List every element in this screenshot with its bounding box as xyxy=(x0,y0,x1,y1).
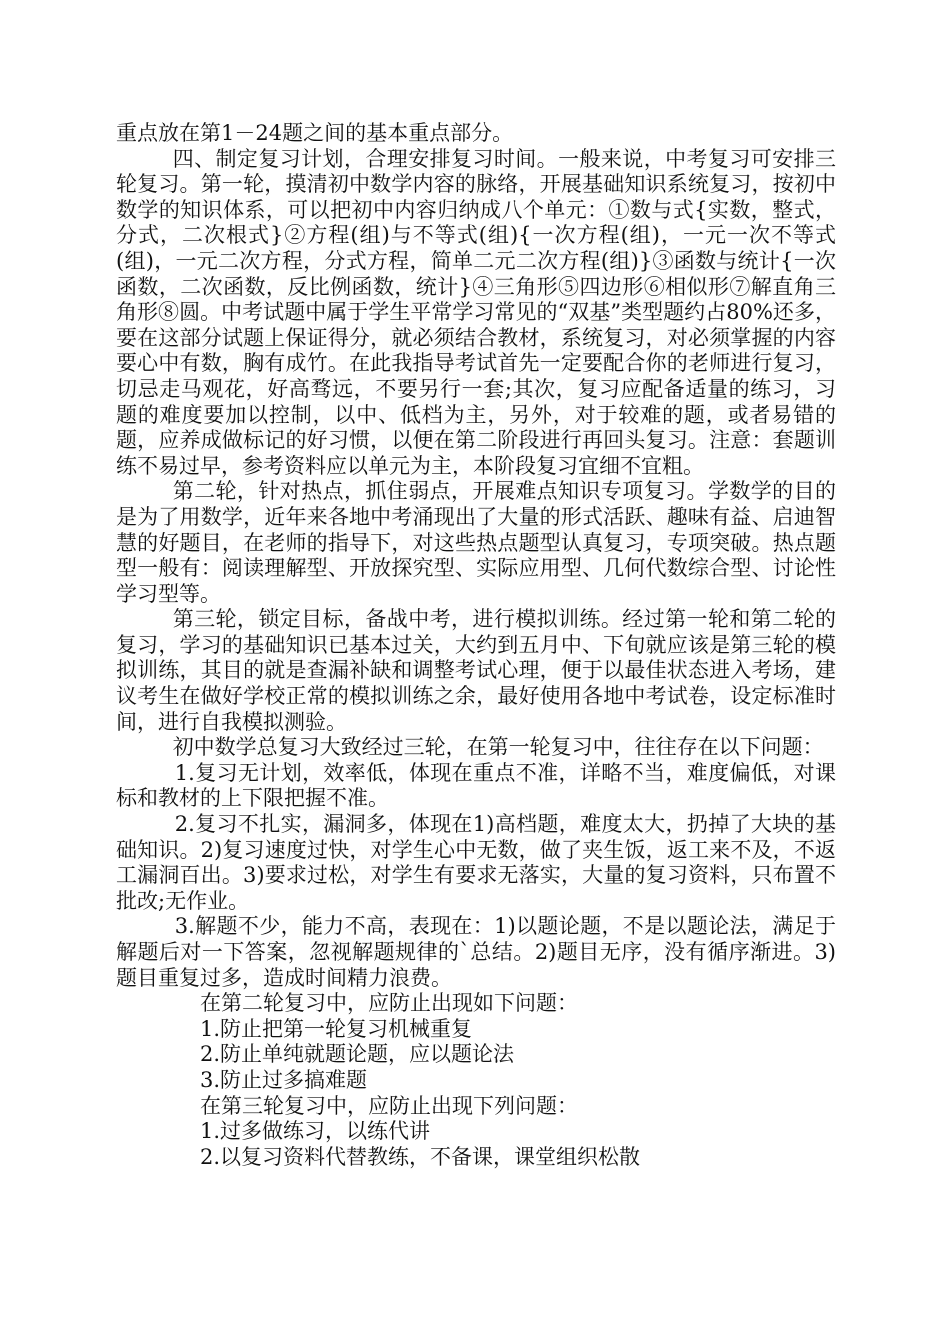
line-third-round-heading: 在第三轮复习中，应防止出现下列问题： xyxy=(200,1093,578,1118)
paragraph-problem-2: 2.复习不扎实，漏洞多，体现在1)高档题，难度太大，扔掉了大块的基础知识。2)复习速度过快，对学生心中无数，做了夹生饭，返工来不及，不返工漏洞百出。3)要求过松，对学生有要求无落实，大量的复习资料，只布置不批改;无作业。 xyxy=(116,812,836,913)
paragraph-second-round: 第二轮，针对热点，抓住弱点，开展难点知识专项复习。学数学的目的是为了用数学，近年来各地中考涌现出了大量的形式活跃、趣味有益、启迪智慧的好题目，在老师的指导下，对这些热点题型认真复习，专项突破。热点题型一般有：阅读理解型、开放探究型、实际应用型、几何代数综合型、讨论性学习型等。 xyxy=(116,479,836,606)
paragraph-third-round: 第三轮，锁定目标，备战中考，进行模拟训练。经过第一轮和第二轮的复习，学习的基础知识已基本过关，大约到五月中、下旬就应该是第三轮的模拟训练，其目的就是查漏补缺和调整考试心理，便于以最佳状态进入考场，建议考生在做好学校正常的模拟训练之余，最好使用各地中考试卷，设定标准时间，进行自我模拟测验。 xyxy=(116,607,836,734)
paragraph-problem-3: 3.解题不少，能力不高，表现在：1)以题论题，不是以题论法，满足于解题后对一下答案，忽视解题规律的`总结。2)题目无序，没有循序渐进。3)题目重复过多，造成时间精力浪费。 xyxy=(116,914,836,990)
paragraph-intro: 重点放在第1－24题之间的基本重点部分。 xyxy=(116,121,514,145)
paragraph-problems-intro: 初中数学总复习大致经过三轮，在第一轮复习中，往往存在以下问题： xyxy=(172,735,824,760)
line-second-round-heading: 在第二轮复习中，应防止出现如下问题： xyxy=(200,991,578,1016)
document-page xyxy=(116,121,836,1170)
list-item: 1.防止把第一轮复习机械重复 xyxy=(200,1016,473,1041)
paragraph-problem-1: 1.复习无计划，效率低，体现在重点不准，详略不当，难度偏低，对课标和教材的上下限把握不准。 xyxy=(116,760,836,811)
paragraph-review-plan: 四、制定复习计划，合理安排复习时间。一般来说，中考复习可安排三轮复习。第一轮，摸清初中数学内容的脉络，开展基础知识系统复习，按初中数学的知识体系，可以把初中内容归纳成八个单元：①数与式{实数，整式，分式，二次根式}②方程(组)与不等式(组){一次方程(组)，一元一次不等式(组)，一元二次方程，分式方程，简单二元二次方程(组)}③函数与统计{一次函数，二次函数，反比例函数，统计}④三角形⑤四边形⑥相似形⑦解直角三角形⑧圆。中考试题中属于学生平常学习常见的“双基”类型题约占80%还多，要在这部分试题上保证得分，就必须结合教材，系统复习，对必须掌握的内容要心中有数，胸有成竹。在此我指导考试首先一定要配合你的老师进行复习，切忌走马观花，好高骛远，不要另行一套;其次，复习应配备适量的练习，习题的难度要加以控制，以中、低档为主，另外，对于较难的题，或者易错的题，应养成做标记的好习惯，以便在第二阶段进行再回头复习。注意：套题训练不易过早，参考资料应以单元为主，本阶段复习宜细不宜粗。 xyxy=(116,146,836,478)
list-item: 2.防止单纯就题论题，应以题论法 xyxy=(200,1042,515,1067)
list-item: 3.防止过多搞难题 xyxy=(200,1067,368,1092)
list-item: 2.以复习资料代替教练，不备课，课堂组织松散 xyxy=(200,1144,641,1169)
list-item: 1.过多做练习，以练代讲 xyxy=(200,1119,431,1144)
